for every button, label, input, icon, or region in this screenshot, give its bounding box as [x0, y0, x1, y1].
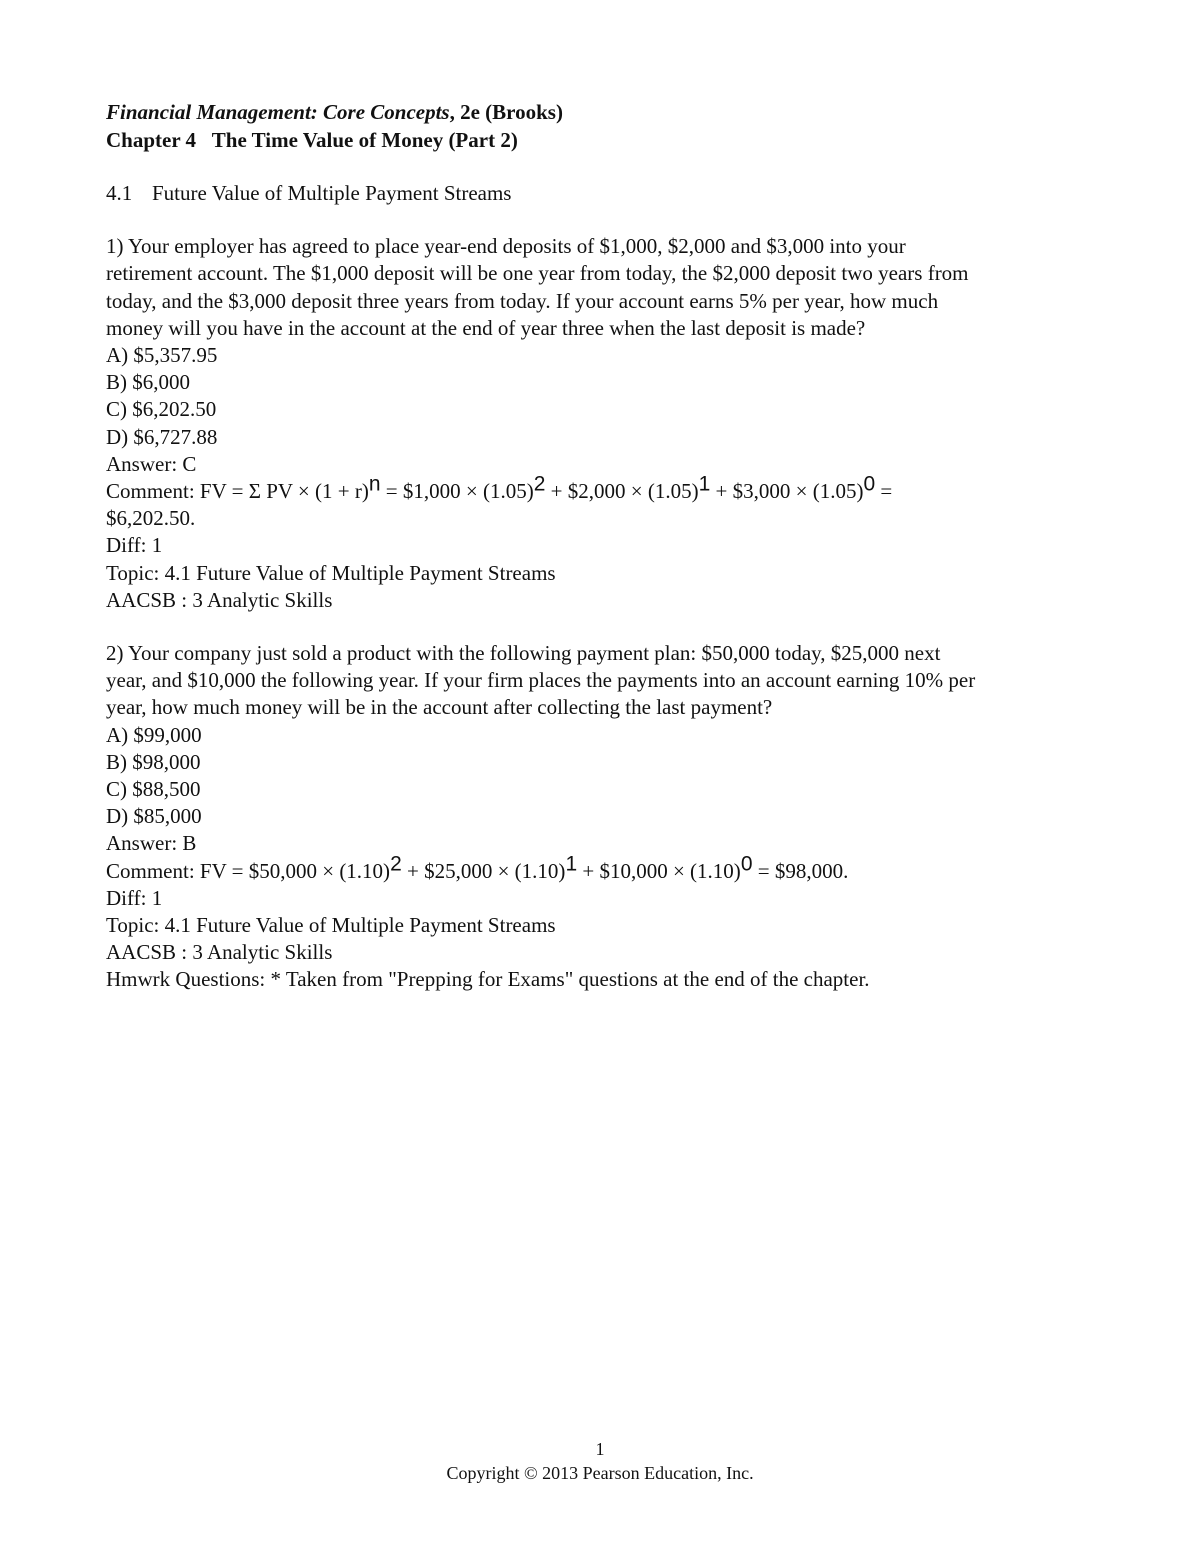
difficulty: Diff: 1 [106, 885, 163, 910]
book-edition: , 2e (Brooks) [449, 100, 563, 124]
option-d: D) $85,000 [106, 804, 202, 829]
aacsb: AACSB : 3 Analytic Skills [106, 940, 333, 965]
stem-line: year, how much money will be in the account after collecting the last payment? [106, 695, 773, 720]
comment-part: Comment: FV = $50,000 × (1.10) [106, 858, 391, 883]
option-b: B) $6,000 [106, 370, 190, 395]
comment-part: = [875, 479, 893, 504]
stem-line: 2) Your company just sold a product with the following payment plan: $50,000 today, $25,000 next [106, 641, 941, 666]
stem-line: retirement account. The $1,000 deposit will be one year from today, the $2,000 deposit two years from [106, 261, 969, 286]
topic: Topic: 4.1 Future Value of Multiple Payment Streams [106, 560, 556, 585]
aacsb: AACSB : 3 Analytic Skills [106, 587, 333, 612]
page-content [106, 98, 1106, 994]
book-title: Financial Management: Core Concepts [106, 100, 450, 124]
exponent: 0 [740, 852, 753, 876]
option-b: B) $98,000 [106, 749, 201, 774]
section-title: Future Value of Multiple Payment Streams [152, 181, 512, 205]
option-c: C) $6,202.50 [106, 397, 217, 422]
homework-note: Hmwrk Questions: * Taken from "Prepping for Exams" questions at the end of the chapter. [106, 967, 870, 992]
comment-prefix: Comment: FV = Σ PV × (1 + r) [106, 479, 369, 504]
question-2 [106, 640, 1106, 994]
option-a: A) $99,000 [106, 722, 202, 747]
page-number: 1 [595, 1439, 605, 1459]
exponent: 2 [533, 472, 546, 496]
question-stem [106, 233, 1106, 342]
comment-line [106, 472, 1106, 505]
comment-result: $6,202.50. [106, 506, 196, 531]
comment-part: = $98,000. [752, 858, 849, 883]
chapter-title: The Time Value of Money (Part 2) [211, 128, 518, 152]
exponent: n [368, 472, 381, 496]
book-title-line [106, 98, 1106, 126]
option-c: C) $88,500 [106, 777, 201, 802]
topic: Topic: 4.1 Future Value of Multiple Payment Streams [106, 913, 556, 938]
stem-line: today, and the $3,000 deposit three years from today. If your account earns 5% per year, how much [106, 288, 939, 313]
stem-line: money will you have in the account at the end of year three when the last deposit is made? [106, 315, 866, 340]
comment-part: = $1,000 × (1.05) [380, 479, 534, 504]
comment-part: + $25,000 × (1.10) [401, 858, 566, 883]
answer: Answer: B [106, 831, 197, 856]
exponent: 1 [698, 472, 711, 496]
comment-part: + $3,000 × (1.05) [710, 479, 864, 504]
chapter-label: Chapter 4 [106, 128, 197, 152]
exponent: 1 [565, 852, 578, 876]
copyright-notice: Copyright © 2013 Pearson Education, Inc. [446, 1463, 754, 1483]
exponent: 0 [863, 472, 876, 496]
question-1 [106, 233, 1106, 614]
comment-line [106, 852, 1106, 885]
answer: Answer: C [106, 451, 197, 476]
chapter-title-line [106, 126, 1106, 154]
comment-part: + $2,000 × (1.05) [545, 479, 699, 504]
section-number: 4.1 [106, 181, 133, 205]
exponent: 2 [390, 852, 402, 876]
option-a: A) $5,357.95 [106, 343, 218, 368]
stem-line: year, and $10,000 the following year. If your firm places the payments into an account earning 10% per [106, 668, 976, 693]
section-heading [106, 180, 1106, 207]
option-d: D) $6,727.88 [106, 424, 218, 449]
comment-part: + $10,000 × (1.10) [577, 858, 741, 883]
stem-line: 1) Your employer has agreed to place year-end deposits of $1,000, $2,000 and $3,000 into your [106, 234, 906, 259]
difficulty: Diff: 1 [106, 533, 163, 558]
question-stem [106, 640, 1106, 722]
